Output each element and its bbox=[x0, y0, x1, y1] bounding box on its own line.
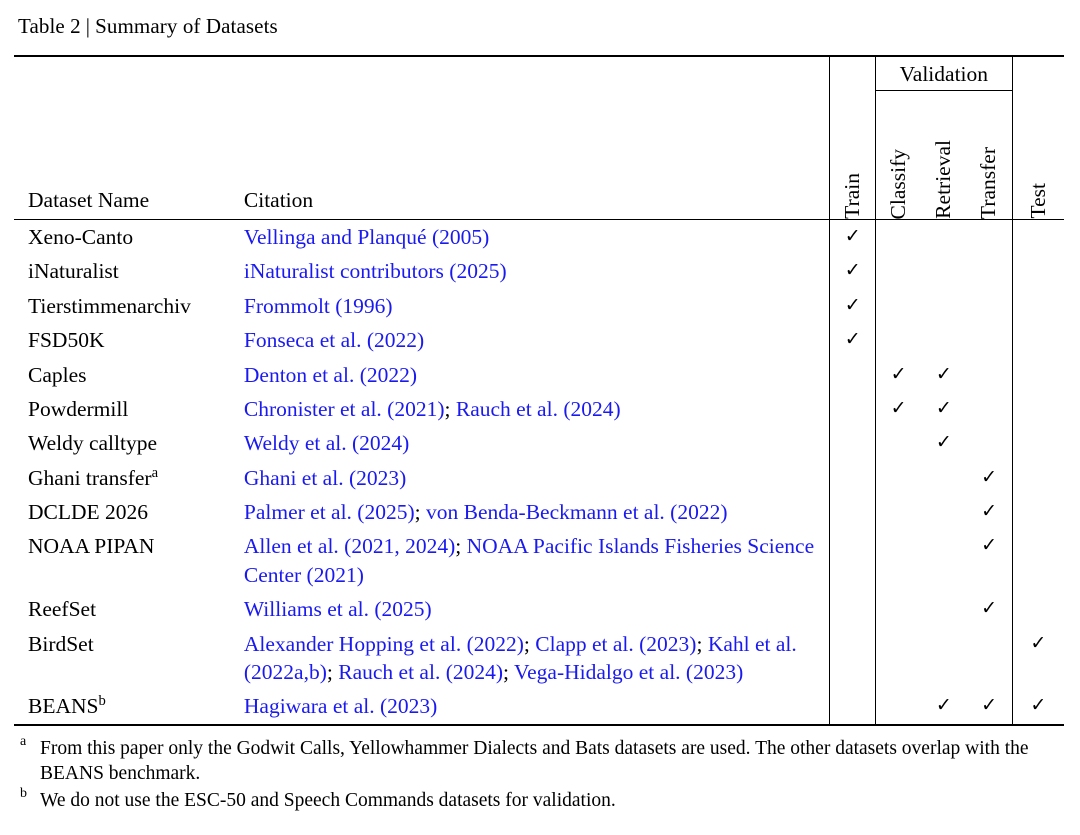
checkmark-classify bbox=[876, 461, 922, 495]
citation-cell[interactable]: Chronister et al. (2021); Rauch et al. (2024) bbox=[243, 396, 621, 421]
header-train: Train bbox=[839, 173, 864, 219]
table-header-row bbox=[14, 91, 1064, 220]
checkmark-test bbox=[1012, 289, 1064, 323]
datasets-table bbox=[14, 55, 1064, 726]
dataset-name: Ghani transfer bbox=[28, 465, 152, 490]
checkmark-retrieval: ✓ bbox=[935, 695, 952, 717]
table-row bbox=[14, 495, 1064, 529]
citation-cell[interactable]: Denton et al. (2022) bbox=[243, 362, 418, 387]
header-test: Test bbox=[1025, 183, 1050, 219]
table-bottom-rule bbox=[14, 725, 1064, 726]
citation-cell[interactable]: iNaturalist contributors (2025) bbox=[243, 259, 507, 284]
citation-cell[interactable]: Frommolt (1996) bbox=[243, 293, 393, 318]
checkmark-retrieval: ✓ bbox=[935, 432, 952, 454]
dataset-name-cell bbox=[14, 289, 244, 323]
checkmark-retrieval bbox=[921, 529, 967, 592]
checkmark-retrieval bbox=[921, 495, 967, 529]
checkmark-train bbox=[830, 358, 876, 392]
checkmark-transfer: ✓ bbox=[981, 598, 998, 620]
dataset-name: NOAA PIPAN bbox=[28, 534, 155, 559]
checkmark-retrieval bbox=[921, 254, 967, 288]
dataset-name-cell bbox=[14, 220, 244, 254]
dataset-name: BEANS bbox=[28, 694, 99, 719]
table-body bbox=[14, 220, 1064, 725]
dataset-name-cell bbox=[14, 592, 244, 626]
dataset-name: ReefSet bbox=[28, 597, 97, 622]
citation-cell[interactable]: Allen et al. (2021, 2024); NOAA Pacific Islands Fisheries Science Center (2021) bbox=[243, 534, 815, 587]
checkmark-classify bbox=[876, 495, 922, 529]
dataset-name-cell bbox=[14, 426, 244, 460]
checkmark-classify: ✓ bbox=[876, 358, 922, 392]
checkmark-transfer: ✓ bbox=[981, 535, 998, 557]
checkmark-transfer: ✓ bbox=[981, 501, 998, 522]
header-citation: Citation bbox=[243, 188, 314, 212]
checkmark-train: ✓ bbox=[830, 289, 876, 323]
checkmark-test bbox=[1012, 358, 1064, 392]
checkmark-test bbox=[1012, 495, 1064, 529]
table-row bbox=[14, 627, 1064, 690]
checkmark-train bbox=[830, 529, 876, 592]
header-retrieval: Retrieval bbox=[931, 140, 956, 219]
checkmark-transfer bbox=[967, 220, 1013, 254]
table-row bbox=[14, 529, 1064, 592]
checkmark-retrieval bbox=[921, 627, 967, 690]
table-row bbox=[14, 689, 1064, 724]
footnote-marker: a bbox=[151, 464, 159, 481]
table-footnotes bbox=[18, 733, 1064, 814]
footnote-marker: a bbox=[20, 733, 27, 749]
footnote-marker: b bbox=[20, 786, 27, 802]
footnote bbox=[18, 733, 1064, 787]
footnote-marker: b bbox=[98, 693, 106, 710]
checkmark-retrieval bbox=[921, 323, 967, 357]
checkmark-train bbox=[830, 689, 876, 724]
checkmark-retrieval: ✓ bbox=[935, 363, 952, 385]
table-row bbox=[14, 426, 1064, 460]
header-classify: Classify bbox=[885, 148, 910, 219]
citation-cell[interactable]: Vellinga and Planqué (2005) bbox=[243, 225, 490, 249]
checkmark-train: ✓ bbox=[830, 220, 876, 254]
checkmark-train bbox=[830, 461, 876, 495]
checkmark-retrieval: ✓ bbox=[935, 397, 952, 419]
checkmark-classify bbox=[876, 220, 922, 254]
citation-cell[interactable]: Hagiwara et al. (2023) bbox=[243, 694, 438, 719]
checkmark-retrieval bbox=[921, 461, 967, 495]
table-row bbox=[14, 592, 1064, 626]
checkmark-classify bbox=[876, 254, 922, 288]
checkmark-classify bbox=[876, 592, 922, 626]
checkmark-test: ✓ bbox=[1012, 689, 1064, 724]
checkmark-test: ✓ bbox=[1012, 627, 1064, 690]
checkmark-test bbox=[1012, 254, 1064, 288]
citation-cell[interactable]: Fonseca et al. (2022) bbox=[243, 328, 425, 353]
checkmark-train: ✓ bbox=[830, 323, 876, 357]
dataset-name-cell bbox=[14, 392, 244, 426]
dataset-name: Powdermill bbox=[28, 396, 129, 421]
dataset-name-cell bbox=[14, 323, 244, 357]
checkmark-retrieval bbox=[921, 592, 967, 626]
table-row bbox=[14, 358, 1064, 392]
checkmark-transfer bbox=[967, 323, 1013, 357]
dataset-name: iNaturalist bbox=[28, 259, 119, 284]
checkmark-test bbox=[1012, 392, 1064, 426]
checkmark-transfer bbox=[967, 254, 1013, 288]
checkmark-test bbox=[1012, 323, 1064, 357]
dataset-name-cell bbox=[14, 495, 244, 529]
footnote-text: We do not use the ESC-50 and Speech Commands datasets for validation. bbox=[40, 790, 616, 812]
caption-separator: | bbox=[85, 14, 91, 38]
checkmark-test bbox=[1012, 592, 1064, 626]
dataset-name: DCLDE 2026 bbox=[28, 500, 149, 524]
table-row bbox=[14, 392, 1064, 426]
checkmark-classify bbox=[876, 627, 922, 690]
checkmark-test bbox=[1012, 529, 1064, 592]
table-row bbox=[14, 323, 1064, 357]
citation-cell[interactable]: Ghani et al. (2023) bbox=[243, 465, 407, 490]
checkmark-classify bbox=[876, 529, 922, 592]
checkmark-transfer bbox=[967, 627, 1013, 690]
citation-cell[interactable]: Williams et al. (2025) bbox=[243, 597, 432, 622]
dataset-name-cell bbox=[14, 529, 244, 592]
dataset-name-cell bbox=[14, 627, 244, 690]
table-header-group-row bbox=[14, 57, 1064, 91]
dataset-name: BirdSet bbox=[28, 631, 94, 656]
caption-title: Summary of Datasets bbox=[95, 14, 278, 38]
checkmark-train bbox=[830, 392, 876, 426]
checkmark-classify bbox=[876, 289, 922, 323]
table-row bbox=[14, 220, 1064, 254]
dataset-name-cell bbox=[14, 358, 244, 392]
header-transfer: Transfer bbox=[976, 146, 1001, 219]
table-caption bbox=[18, 14, 1080, 39]
caption-label: Table 2 bbox=[18, 14, 81, 38]
checkmark-retrieval bbox=[921, 289, 967, 323]
checkmark-test bbox=[1012, 461, 1064, 495]
checkmark-train bbox=[830, 627, 876, 690]
checkmark-transfer: ✓ bbox=[981, 466, 998, 488]
dataset-name: FSD50K bbox=[28, 328, 105, 353]
header-dataset-name: Dataset Name bbox=[28, 188, 150, 212]
citation-cell[interactable]: Weldy et al. (2024) bbox=[243, 431, 410, 456]
checkmark-retrieval bbox=[921, 220, 967, 254]
footnote-text: From this paper only the Godwit Calls, Yellowhammer Dialects and Bats datasets are used. The other datasets overlap with the BEANS benchmark. bbox=[40, 737, 1029, 784]
citation-cell[interactable]: Alexander Hopping et al. (2022); Clapp et al. (2023); Kahl et al. (2022a,b); Rauch et al. (2024); Vega-Hidalgo et al. (2023) bbox=[243, 631, 797, 684]
checkmark-train bbox=[830, 495, 876, 529]
dataset-name-cell bbox=[14, 254, 244, 288]
dataset-name: Xeno-Canto bbox=[28, 225, 134, 249]
table-row bbox=[14, 289, 1064, 323]
footnote bbox=[18, 788, 1064, 813]
checkmark-classify bbox=[876, 426, 922, 460]
table-row bbox=[14, 461, 1064, 495]
checkmark-transfer bbox=[967, 358, 1013, 392]
checkmark-classify bbox=[876, 323, 922, 357]
dataset-name-cell bbox=[14, 689, 244, 724]
checkmark-transfer bbox=[967, 289, 1013, 323]
table-row bbox=[14, 254, 1064, 288]
checkmark-train: ✓ bbox=[830, 254, 876, 288]
dataset-name: Caples bbox=[28, 362, 87, 387]
checkmark-transfer: ✓ bbox=[981, 695, 998, 717]
checkmark-classify bbox=[876, 689, 922, 724]
checkmark-transfer bbox=[967, 392, 1013, 426]
dataset-name: Tierstimmenarchiv bbox=[28, 293, 191, 318]
citation-cell[interactable]: Palmer et al. (2025); von Benda-Beckmann et al. (2022) bbox=[243, 500, 728, 524]
dataset-name: Weldy calltype bbox=[28, 431, 158, 456]
checkmark-test bbox=[1012, 426, 1064, 460]
checkmark-classify: ✓ bbox=[876, 392, 922, 426]
table-page bbox=[0, 14, 1080, 835]
header-validation-group: Validation bbox=[876, 62, 1012, 91]
checkmark-transfer bbox=[967, 426, 1013, 460]
checkmark-train bbox=[830, 592, 876, 626]
dataset-name-cell bbox=[14, 461, 244, 495]
checkmark-test bbox=[1012, 220, 1064, 254]
checkmark-train bbox=[830, 426, 876, 460]
